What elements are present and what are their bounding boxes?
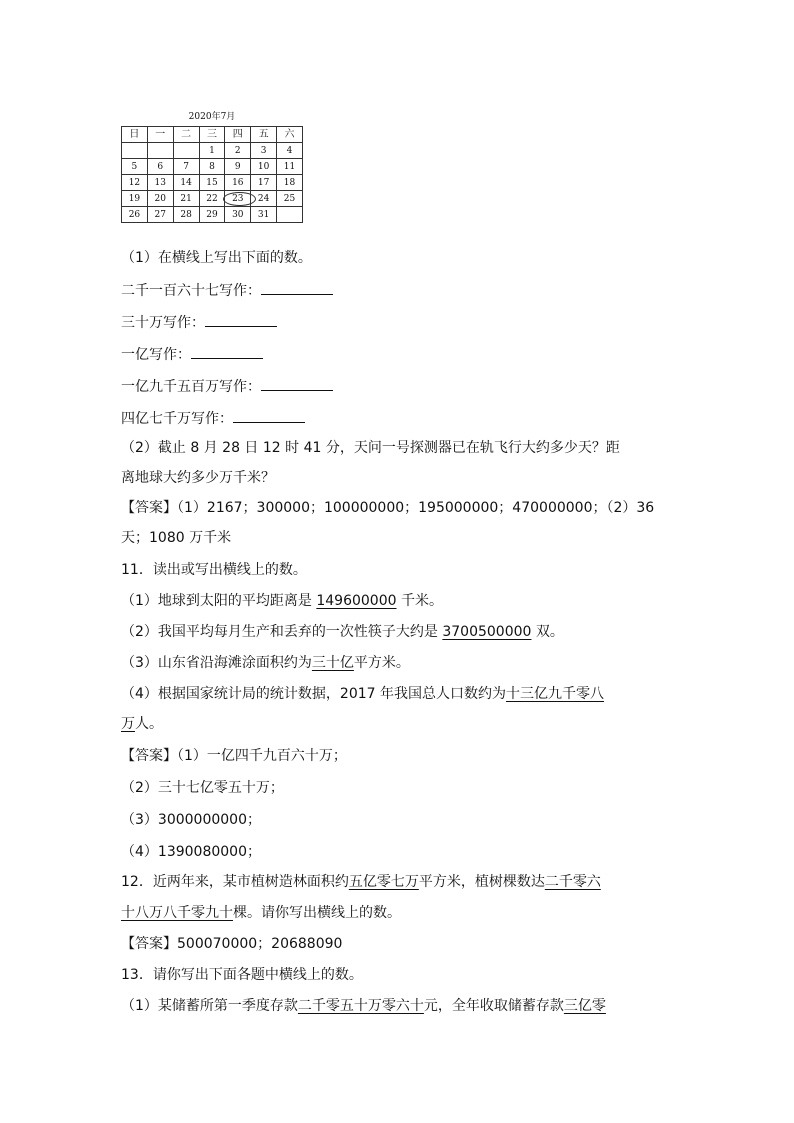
day-cell (147, 143, 173, 159)
day-cell: 24 (251, 191, 277, 207)
day-cell: 28 (173, 207, 199, 223)
calendar (121, 110, 303, 223)
q10-part2-line2: 离地球大约多少万千米？ (121, 470, 275, 486)
day-cell: 30 (225, 207, 251, 223)
q10-item (121, 344, 263, 365)
day-cell: 8 (199, 159, 225, 175)
weekday-cell: 三 (199, 127, 225, 143)
q11-part3-post: 平方米。 (353, 655, 410, 671)
q10-item-label: 一亿写作： (121, 347, 191, 363)
q11-part1 (121, 591, 443, 611)
day-cell: 5 (122, 159, 148, 175)
calendar-week-row (122, 191, 303, 207)
q10-item (121, 376, 333, 397)
q11-part4-underlined: 十三亿九千零八 (506, 686, 604, 702)
weekday-cell: 四 (225, 127, 251, 143)
calendar-week-row (122, 159, 303, 175)
answer-blank (191, 344, 263, 359)
q12-underlined-trees: 二千零六 (544, 874, 601, 890)
day-cell: 1 (199, 143, 225, 159)
calendar-week-row (122, 207, 303, 223)
q11-part2-underlined: 3700500000 (442, 624, 532, 640)
q10-item-label: 一亿九千五百万写作： (121, 379, 261, 395)
q12-post: 棵。请你写出横线上的数。 (233, 905, 401, 921)
q10-item (121, 280, 333, 301)
answer-blank (233, 408, 305, 423)
day-cell: 29 (199, 207, 225, 223)
q11-part1-post: 千米。 (396, 593, 443, 609)
day-cell: 13 (147, 175, 173, 191)
day-cell: 21 (173, 191, 199, 207)
calendar-table (121, 126, 303, 223)
q11-part2 (121, 622, 564, 642)
day-cell: 10 (251, 159, 277, 175)
q11-part2-pre: （2）我国平均每月生产和丢弃的一次性筷子大约是 (121, 624, 443, 640)
q10-part2-line1: （2）截止 8 月 28 日 12 时 41 分，天问一号探测器已在轨飞行大约多少天？距 (121, 440, 620, 456)
day-cell: 20 (147, 191, 173, 207)
day-cell: 12 (122, 175, 148, 191)
q10-item-label: 二千一百六十七写作： (121, 283, 261, 299)
q11-part2-post: 双。 (531, 624, 564, 640)
q12-answer: 【答案】500070000；20688090 (121, 936, 343, 952)
q11-answer-2: （2）三十七亿零五十万； (121, 780, 284, 796)
q11-part3-underlined: 三十亿 (311, 655, 354, 671)
q12-mid: 平方米，植树棵数达 (418, 874, 545, 890)
day-cell: 3 (251, 143, 277, 159)
q10-answer-line2: 天；1080 万千米 (121, 530, 232, 546)
q11-part4-line1 (121, 684, 604, 704)
day-cell: 26 (122, 207, 148, 223)
q11-answer-4: （4）1390080000； (121, 844, 261, 860)
q12-underlined-trees-cont: 十八万八千零九十 (121, 905, 233, 921)
q13-title: 13．请你写出下面各题中横线上的数。 (121, 967, 363, 983)
circled-day-cell: 23 (225, 191, 251, 207)
weekday-cell: 二 (173, 127, 199, 143)
day-cell: 4 (277, 143, 303, 159)
day-cell: 27 (147, 207, 173, 223)
q11-part4-post: 人。 (135, 716, 163, 732)
q12-line1 (121, 872, 601, 892)
q12-underlined-area: 五亿零七万 (348, 874, 419, 890)
q11-answer-3: （3）3000000000； (121, 812, 261, 828)
q11-part1-underlined: 149600000 (316, 593, 397, 609)
q11-part3-pre: （3）山东省沿海滩涂面积约为 (121, 655, 312, 671)
day-cell: 19 (122, 191, 148, 207)
day-cell: 7 (173, 159, 199, 175)
day-cell: 22 (199, 191, 225, 207)
q11-part4-line2 (121, 714, 163, 734)
day-cell: 17 (251, 175, 277, 191)
q11-part4-pre: （4）根据国家统计局的统计数据，2017 年我国总人口数约为 (121, 686, 506, 702)
day-cell (173, 143, 199, 159)
calendar-week-row (122, 143, 303, 159)
weekday-cell: 五 (251, 127, 277, 143)
day-cell: 11 (277, 159, 303, 175)
day-cell: 18 (277, 175, 303, 191)
q10-item (121, 408, 305, 429)
q10-item-label: 三十万写作： (121, 315, 205, 331)
q11-part4-underlined-cont: 万 (121, 716, 135, 732)
day-cell: 31 (251, 207, 277, 223)
q13-part1 (121, 996, 606, 1016)
day-cell (277, 207, 303, 223)
day-cell: 2 (225, 143, 251, 159)
q10-item-label: 四亿七千万写作： (121, 411, 233, 427)
day-cell: 6 (147, 159, 173, 175)
calendar-title: 2020年7月 (188, 112, 236, 122)
calendar-week-row (122, 175, 303, 191)
q10-item (121, 312, 277, 333)
answer-blank (261, 376, 333, 391)
q13-part1-pre: （1）某储蓄所第一季度存款 (121, 998, 298, 1014)
calendar-header-row (122, 127, 303, 143)
q10-answer-line1: 【答案】（1）2167；300000；100000000；195000000；470000000；（2）36 (121, 500, 655, 516)
day-cell (122, 143, 148, 159)
day-cell: 16 (225, 175, 251, 191)
weekday-cell: 日 (122, 127, 148, 143)
q13-part1-mid: 元，全年收取储蓄存款 (423, 998, 564, 1014)
q12-pre: 12．近两年来，某市植树造林面积约 (121, 874, 349, 890)
q12-line2 (121, 903, 401, 923)
day-cell: 14 (173, 175, 199, 191)
q13-part1-underlined: 二千零五十万零六十 (297, 998, 424, 1014)
q11-part1-pre: （1）地球到太阳的平均距离是 (121, 593, 317, 609)
q10-part1-prompt: （1）在横线上写出下面的数。 (121, 250, 312, 266)
weekday-cell: 一 (147, 127, 173, 143)
q11-title: 11．读出或写出横线上的数。 (121, 562, 307, 578)
q13-part1-underlined-2: 三亿零 (563, 998, 606, 1014)
weekday-cell: 六 (277, 127, 303, 143)
day-cell: 25 (277, 191, 303, 207)
answer-blank (205, 312, 277, 327)
day-cell: 9 (225, 159, 251, 175)
q11-part3 (121, 653, 410, 673)
answer-blank (261, 280, 333, 295)
day-cell: 15 (199, 175, 225, 191)
q11-answer-1: 【答案】（1）一亿四千九百六十万； (121, 748, 347, 764)
